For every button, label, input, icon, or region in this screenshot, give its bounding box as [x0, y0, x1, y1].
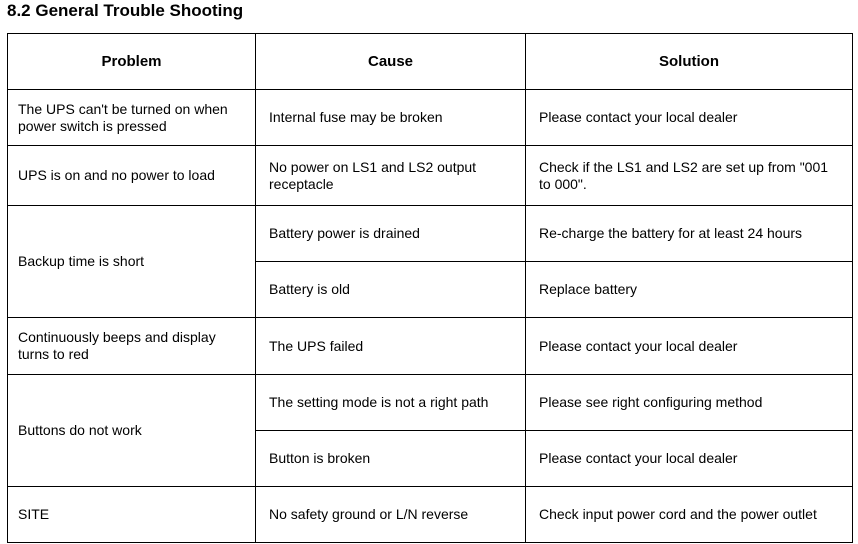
problem-cell: SITE: [8, 487, 256, 543]
cause-cell: Internal fuse may be broken: [256, 90, 526, 146]
cause-cell: Button is broken: [256, 431, 526, 487]
header-problem: Problem: [8, 34, 256, 90]
header-solution: Solution: [526, 34, 853, 90]
solution-cell: Check if the LS1 and LS2 are set up from "001 to 000".: [526, 146, 853, 206]
table-row: [8, 206, 853, 262]
header-cause: Cause: [256, 34, 526, 90]
cause-cell: The setting mode is not a right path: [256, 375, 526, 431]
cause-cell: The UPS failed: [256, 318, 526, 375]
cause-cell: No safety ground or L/N reverse: [256, 487, 526, 543]
solution-cell: Replace battery: [526, 262, 853, 318]
solution-cell: Please contact your local dealer: [526, 90, 853, 146]
problem-cell: Backup time is short: [8, 206, 256, 318]
table-row: [8, 487, 853, 543]
cause-cell: Battery power is drained: [256, 206, 526, 262]
solution-cell: Please contact your local dealer: [526, 431, 853, 487]
solution-cell: Please see right configuring method: [526, 375, 853, 431]
problem-cell: Continuously beeps and display turns to red: [8, 318, 256, 375]
cause-cell: No power on LS1 and LS2 output receptacle: [256, 146, 526, 206]
troubleshooting-table: [7, 33, 853, 543]
table-row: [8, 90, 853, 146]
section-title: 8.2 General Trouble Shooting: [7, 1, 244, 20]
solution-cell: Check input power cord and the power outlet: [526, 487, 853, 543]
solution-cell: Please contact your local dealer: [526, 318, 853, 375]
solution-cell: Re-charge the battery for at least 24 hours: [526, 206, 853, 262]
table-row: [8, 146, 853, 206]
table-row: [8, 318, 853, 375]
cause-cell: Battery is old: [256, 262, 526, 318]
problem-cell: The UPS can't be turned on when power switch is pressed: [8, 90, 256, 146]
table-row: [8, 375, 853, 431]
problem-cell: Buttons do not work: [8, 375, 256, 487]
problem-cell: UPS is on and no power to load: [8, 146, 256, 206]
table-header-row: [8, 34, 853, 90]
